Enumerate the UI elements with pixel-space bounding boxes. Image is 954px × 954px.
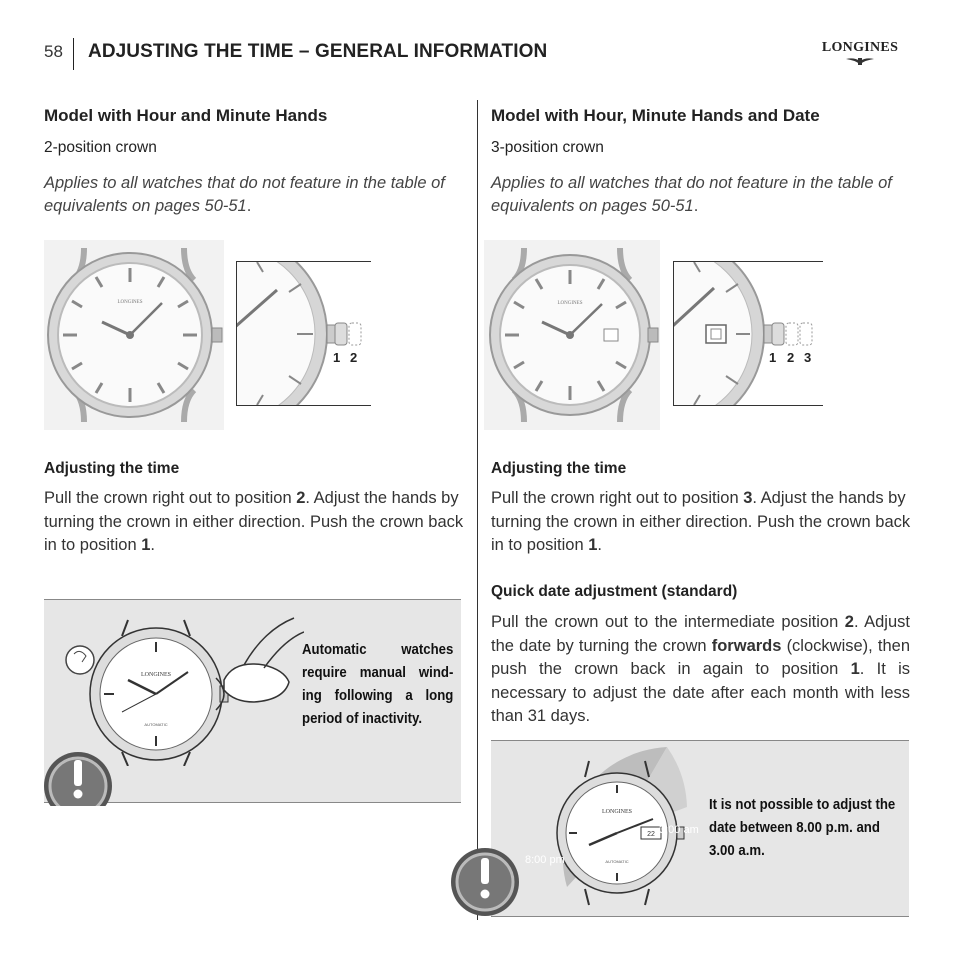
left-adjust-position: 2 [296, 489, 306, 507]
date-window-digits: 22 [647, 831, 655, 838]
right-adjust-text-part: . [597, 536, 603, 554]
left-adjust-heading: Adjusting the time [44, 460, 180, 477]
quick-date-direction: forwards [711, 636, 782, 655]
right-adjust-position: 1 [588, 536, 598, 554]
column-divider [477, 100, 478, 920]
left-heading: Model with Hour and Minute Hands [44, 106, 328, 125]
quick-date-text-part: . Adjust the date by turning the crown [491, 613, 910, 655]
crown-detail-icon [237, 262, 371, 405]
left-adjust-text [44, 487, 464, 558]
brand-logo [812, 40, 908, 66]
right-adjust-text-part: . Adjust the hands by turning the crown in either direction. Push the crown back in to position [491, 489, 911, 554]
watch-face-date-icon [484, 240, 660, 430]
right-crown-type: 3-position crown [491, 139, 604, 156]
quick-date-text [491, 611, 910, 729]
right-applies-period: . [693, 197, 699, 215]
right-adjust-text [491, 487, 911, 558]
title-divider [73, 38, 74, 70]
crown-position-2: 2 [350, 350, 358, 365]
right-applies-note [491, 172, 911, 218]
winged-hourglass-icon [812, 56, 908, 66]
left-adjust-position: 1 [141, 536, 151, 554]
left-applies-text: Applies to all watches that do not feature in the table of equivalents on pages 50-51 [44, 174, 445, 215]
time-end-label: 3:00 am [659, 824, 699, 836]
page-title: ADJUSTING THE TIME – GENERAL INFORMATION [88, 41, 548, 62]
right-heading: Model with Hour, Minute Hands and Date [491, 106, 820, 125]
left-adjust-text-part: . [150, 536, 156, 554]
left-adjust-text-part: . Adjust the hands by turning the crown in either direction. Push the crown back in to position [44, 489, 464, 554]
left-adjust-text-part: Pull the crown right out to position [44, 489, 297, 507]
note-watch-sub: AUTOMATIC [605, 859, 629, 864]
warning-icon [42, 750, 114, 806]
quick-date-position: 2 [844, 613, 854, 631]
crown-position-3: 3 [804, 350, 812, 365]
left-applies-period: . [246, 197, 252, 215]
left-applies-note [44, 172, 464, 218]
left-note-box [44, 599, 461, 803]
watch-face-icon [44, 240, 224, 430]
left-note-text: Automatic watches require manual wind-ing following a long period of inactivity. [302, 641, 454, 727]
left-crown-type: 2-position crown [44, 139, 157, 156]
crown-position-1: 1 [769, 350, 777, 365]
warning-icon [449, 846, 521, 918]
note-watch-logo: LONGINES [602, 809, 632, 815]
right-note-text: It is not possible to adjust the date between 8.00 p.m. and 3.00 a.m. [709, 796, 896, 859]
brand-logo-text: LONGINES [821, 40, 899, 55]
watch-logo: LONGINES [117, 300, 143, 305]
quick-date-position: 1 [850, 660, 860, 678]
right-note-box [491, 740, 909, 917]
quick-date-text-part: . It is necessary to adjust the date after each month with less than 31 days. [491, 660, 910, 725]
right-adjust-heading: Adjusting the time [491, 460, 627, 477]
right-applies-text: Applies to all watches that do not feature in the table of equivalents on pages 50-51 [491, 174, 892, 215]
date-restriction-illustration [517, 747, 707, 915]
right-watch-image [484, 240, 660, 430]
crown-detail-icon [674, 262, 823, 405]
quick-date-text-part: (clockwise), then push the crown back in again to position [491, 636, 910, 678]
page-number: 58 [44, 42, 63, 61]
quick-date-heading: Quick date adjustment (standard) [491, 583, 738, 600]
quick-date-text-part: Pull the crown out to the intermediate position [491, 613, 845, 631]
left-crown-detail [236, 261, 371, 406]
right-adjust-position: 3 [743, 489, 753, 507]
right-crown-detail [673, 261, 823, 406]
hand-icon [204, 610, 304, 720]
left-watch-image [44, 240, 224, 430]
right-adjust-text-part: Pull the crown right out to position [491, 489, 744, 507]
note-watch-sub: AUTOMATIC [144, 722, 168, 727]
watch-logo: LONGINES [557, 301, 583, 306]
crown-position-2: 2 [787, 350, 795, 365]
time-start-label: 8:00 pm [525, 854, 565, 866]
crown-position-1: 1 [333, 350, 341, 365]
note-watch-logo: LONGINES [141, 672, 171, 678]
